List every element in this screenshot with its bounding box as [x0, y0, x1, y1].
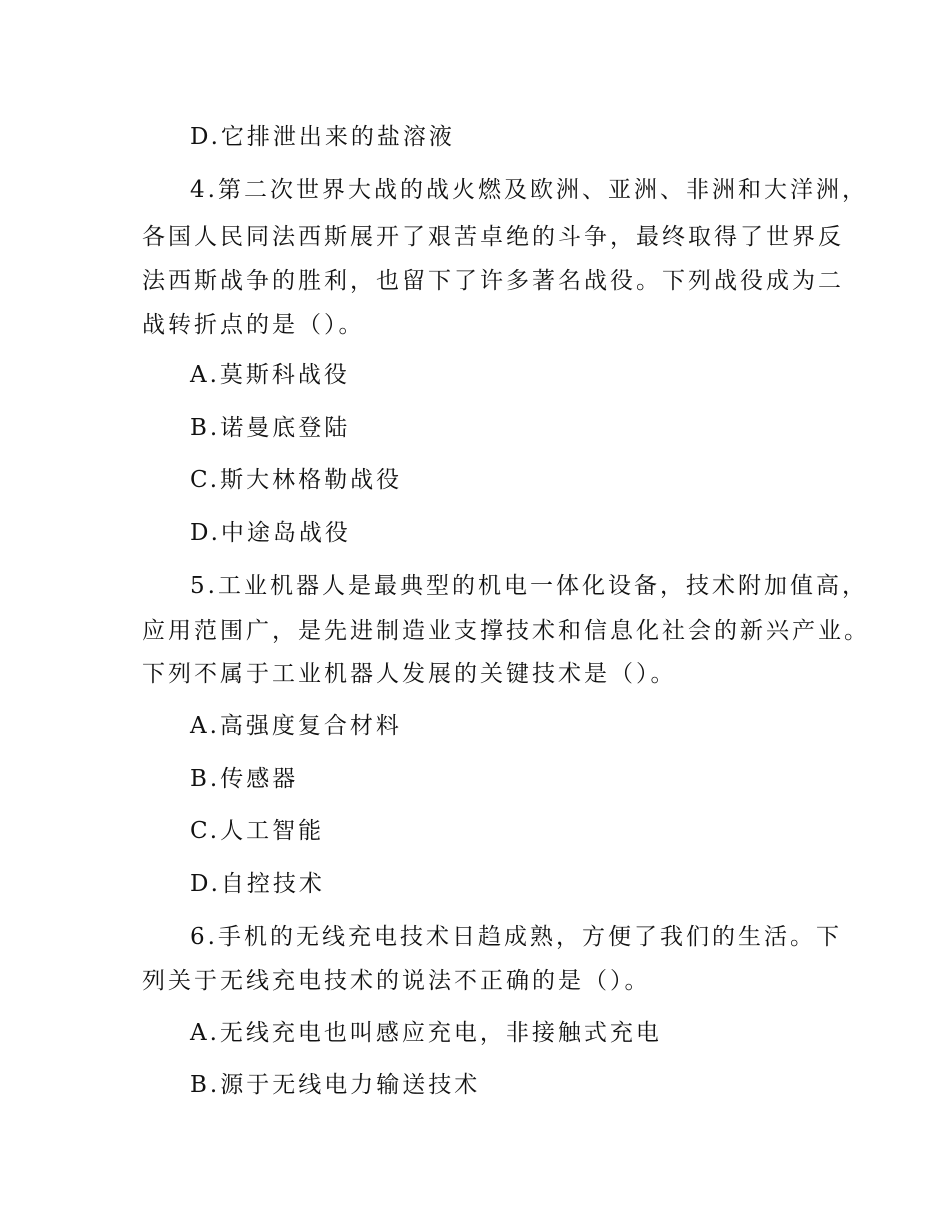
q4-option-c: C.斯大林格勒战役	[190, 467, 403, 493]
q4-line-1: 4.第二次世界大战的战火燃及欧洲、亚洲、非洲和大洋洲，	[190, 177, 868, 203]
q6-line-1: 6.手机的无线充电技术日趋成熟，方便了我们的生活。下	[190, 924, 842, 950]
q4-option-a: A.莫斯科战役	[190, 362, 350, 388]
q6-option-a: A.无线充电也叫感应充电，非接触式充电	[190, 1020, 662, 1046]
q5-line-1: 5.工业机器人是最典型的机电一体化设备，技术附加值高，	[190, 573, 868, 599]
q4-option-d: D.中途岛战役	[190, 520, 351, 546]
q5-option-c: C.人工智能	[190, 818, 325, 844]
q5-line-2: 应用范围广，是先进制造业支撑技术和信息化社会的新兴产业。	[142, 618, 870, 644]
q5-option-a: A.高强度复合材料	[190, 713, 402, 739]
q4-line-3: 法西斯战争的胜利，也留下了许多著名战役。下列战役成为二	[142, 268, 844, 294]
option-d-prev: D.它排泄出来的盐溶液	[190, 124, 455, 150]
q5-option-b: B.传感器	[190, 766, 299, 792]
q4-line-4: 战转折点的是（）。	[142, 312, 365, 338]
q6-option-b: B.源于无线电力输送技术	[190, 1072, 481, 1098]
q6-line-2: 列关于无线充电技术的说法不正确的是（）。	[142, 968, 651, 994]
q5-line-3: 下列不属于工业机器人发展的关键技术是（）。	[142, 661, 677, 687]
q4-line-2: 各国人民同法西斯展开了艰苦卓绝的斗争，最终取得了世界反	[142, 224, 844, 250]
q4-option-b: B.诺曼底登陆	[190, 415, 351, 441]
q5-option-d: D.自控技术	[190, 871, 325, 897]
